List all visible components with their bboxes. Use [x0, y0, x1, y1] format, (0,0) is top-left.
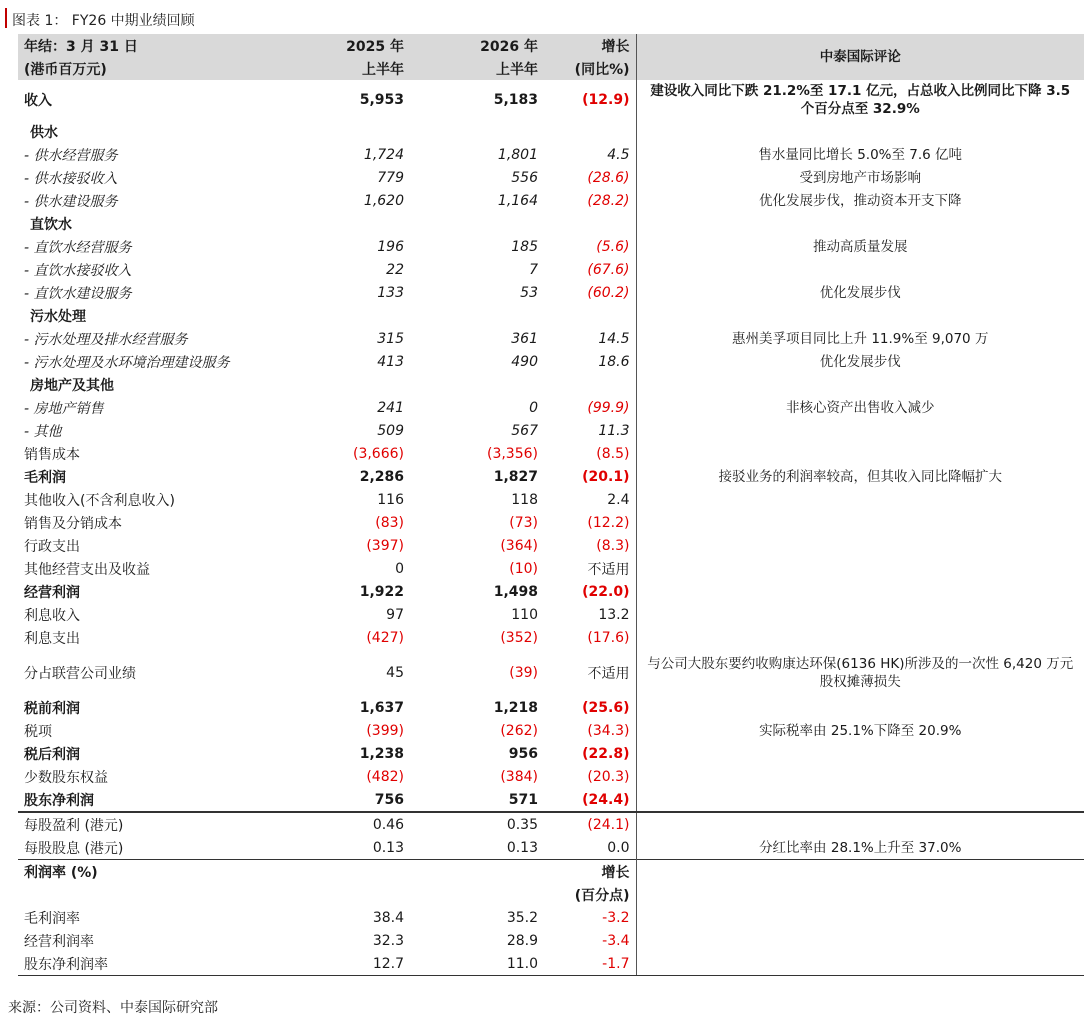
- margin-growth: -3.2: [602, 909, 630, 926]
- value-2025: 509: [377, 422, 404, 439]
- value-growth: (5.6): [596, 238, 630, 255]
- value-2025: 1,238: [359, 745, 404, 762]
- value-2026: 1,498: [493, 583, 538, 600]
- value-growth: (28.2): [587, 192, 630, 209]
- value-2026: 7: [529, 261, 538, 278]
- row-comment: [636, 557, 1084, 580]
- header-comment: 中泰国际评论: [636, 34, 1084, 80]
- value-2025: 1,724: [363, 146, 404, 163]
- row-label: - 房地产销售: [24, 400, 104, 417]
- value-2026: (10): [509, 560, 538, 577]
- value-growth: (12.9): [582, 92, 630, 108]
- value-growth: (25.6): [582, 699, 630, 716]
- value-2025: (83): [375, 514, 404, 531]
- value-2026: (384): [500, 768, 538, 785]
- value-2025: 0: [395, 560, 404, 577]
- section-row: [18, 373, 1084, 396]
- margin-row: [18, 952, 1084, 976]
- row-comment: 非核心资产出售收入减少: [636, 396, 1084, 419]
- value-growth: (8.5): [596, 445, 630, 462]
- table-row: [18, 534, 1084, 557]
- value-2026: (262): [500, 722, 538, 739]
- row-label: - 供水接驳收入: [24, 170, 118, 187]
- margin-label: 毛利润率: [24, 910, 80, 927]
- value-2026: 361: [511, 330, 538, 347]
- value-2026: (39): [509, 664, 538, 681]
- value-2025: 315: [377, 330, 404, 347]
- value-2026: 0.35: [506, 816, 538, 833]
- table-row: [18, 350, 1084, 373]
- value-2025: (399): [366, 722, 404, 739]
- value-2026: (364): [500, 537, 538, 554]
- table-row: [18, 580, 1084, 603]
- table-row: [18, 765, 1084, 788]
- value-2025: 779: [377, 169, 404, 186]
- value-growth: (24.4): [544, 788, 636, 812]
- table-row: [18, 327, 1084, 350]
- value-2025: 0.13: [372, 839, 404, 856]
- row-label: 其他收入(不含利息收入): [24, 492, 175, 509]
- table-row: [18, 419, 1084, 442]
- row-label: 分占联营公司业绩: [24, 665, 136, 682]
- row-label: 税后利润: [24, 746, 80, 763]
- row-comment: 与公司大股东要约收购康达环保(6136 HK)所涉及的一次性 6,420 万元股权摊薄损失: [636, 649, 1084, 696]
- table-row: [18, 442, 1084, 465]
- row-comment: [636, 696, 1084, 719]
- value-2026: 490: [511, 353, 538, 370]
- row-comment: [636, 442, 1084, 465]
- row-label: - 供水经营服务: [24, 147, 118, 164]
- row-label: 销售成本: [24, 446, 80, 463]
- margin-growth-unit: (百分点): [574, 887, 630, 904]
- row-label: 其他经营支出及收益: [24, 561, 150, 578]
- value-2026: 556: [511, 169, 538, 186]
- row-label: 行政支出: [24, 538, 80, 555]
- section-row: [18, 212, 1084, 235]
- value-2025: 756: [278, 788, 410, 812]
- caption-accent-bar: [5, 8, 7, 28]
- row-label: 收入: [24, 93, 52, 109]
- value-growth: (34.3): [587, 722, 630, 739]
- value-2026: 1,801: [497, 146, 538, 163]
- value-2026: (352): [500, 629, 538, 646]
- value-growth: (28.6): [587, 169, 630, 186]
- row-label: 经营利润: [24, 584, 80, 601]
- table-row: [18, 696, 1084, 719]
- value-growth: 18.6: [598, 353, 630, 370]
- value-2026: 567: [511, 422, 538, 439]
- row-comment: 受到房地产市场影响: [636, 166, 1084, 189]
- row-label: - 直饮水接驳收入: [24, 262, 132, 279]
- margin-2026: 35.2: [506, 909, 538, 926]
- value-2026: 0.13: [506, 839, 538, 856]
- value-2026: 1,827: [493, 468, 538, 485]
- value-growth: (24.1): [587, 816, 630, 833]
- row-comment: 售水量同比增长 5.0%至 7.6 亿吨: [636, 143, 1084, 166]
- table-row: [18, 603, 1084, 626]
- margin-header-row: [18, 860, 1084, 884]
- row-label: - 污水处理及排水经营服务: [24, 331, 188, 348]
- value-2025: 196: [377, 238, 404, 255]
- value-2026: 185: [511, 238, 538, 255]
- value-2025: 133: [377, 284, 404, 301]
- row-comment: [636, 603, 1084, 626]
- value-2025: 2,286: [359, 468, 404, 485]
- row-label: - 供水建设服务: [24, 193, 118, 210]
- table-row: [18, 626, 1084, 649]
- value-2025: 22: [386, 261, 404, 278]
- row-comment: 惠州美孚项目同比上升 11.9%至 9,070 万: [636, 327, 1084, 350]
- value-growth: 4.5: [607, 146, 630, 163]
- value-2025: 1,637: [359, 699, 404, 716]
- value-2025: 97: [386, 606, 404, 623]
- value-2026: (73): [509, 514, 538, 531]
- table-row: [18, 396, 1084, 419]
- value-growth: 0.0: [607, 839, 630, 856]
- table-row: [18, 788, 1084, 812]
- value-2026: 0: [529, 399, 538, 416]
- header-2026: 2026 年: [410, 34, 544, 57]
- table-row: [18, 488, 1084, 511]
- section-label: 供水: [30, 124, 58, 141]
- table-row: [18, 281, 1084, 304]
- row-comment: [636, 534, 1084, 557]
- value-growth: (20.3): [587, 768, 630, 785]
- table-row: [18, 80, 1084, 120]
- table-row: [18, 166, 1084, 189]
- row-comment: [636, 488, 1084, 511]
- row-label: - 污水处理及水环境治理建设服务: [24, 354, 230, 371]
- margin-2025: 38.4: [372, 909, 404, 926]
- value-growth: 不适用: [587, 665, 630, 682]
- header-2025: 2025 年: [278, 34, 410, 57]
- value-2025: 5,953: [359, 92, 404, 108]
- row-comment: [636, 765, 1084, 788]
- row-label: 税项: [24, 723, 52, 740]
- row-comment: [636, 258, 1084, 281]
- margin-growth: -1.7: [544, 952, 636, 976]
- table-row: [18, 557, 1084, 580]
- value-growth: 不适用: [587, 561, 630, 578]
- margin-growth: -3.4: [602, 932, 630, 949]
- table-row: [18, 235, 1084, 258]
- table-row: [18, 465, 1084, 488]
- row-label: 每股盈利 (港元): [24, 817, 124, 834]
- value-growth: (8.3): [596, 537, 630, 554]
- margin-label: 经营利润率: [24, 933, 94, 950]
- row-label: 毛利润: [24, 469, 66, 486]
- value-2025: 241: [377, 399, 404, 416]
- row-comment: 分红比率由 28.1%上升至 37.0%: [636, 836, 1084, 860]
- row-label: - 直饮水经营服务: [24, 239, 132, 256]
- value-growth: (99.9): [587, 399, 630, 416]
- value-2026: 110: [511, 606, 538, 623]
- row-comment: 优化发展步伐，推动资本开支下降: [636, 189, 1084, 212]
- value-2025: (482): [366, 768, 404, 785]
- value-growth: (22.0): [582, 583, 630, 600]
- value-2025: 45: [386, 664, 404, 681]
- value-2025: 116: [377, 491, 404, 508]
- row-comment: 实际税率由 25.1%下降至 20.9%: [636, 719, 1084, 742]
- figure-caption: 图表 1： FY26 中期业绩回顾: [12, 13, 195, 29]
- margin-2025: 12.7: [278, 952, 410, 976]
- header-2026-half: 上半年: [410, 57, 544, 80]
- header-growth: 增长: [544, 34, 636, 57]
- margin-2026: 11.0: [410, 952, 544, 976]
- table-row: [18, 258, 1084, 281]
- value-2025: (3,666): [352, 445, 404, 462]
- table-row: [18, 812, 1084, 836]
- value-growth: 11.3: [598, 422, 630, 439]
- table-row: [18, 189, 1084, 212]
- value-growth: (17.6): [587, 629, 630, 646]
- row-label: 每股股息 (港元): [24, 840, 124, 857]
- row-label: 利息支出: [24, 630, 80, 647]
- row-label: 股东净利润: [18, 788, 278, 812]
- value-growth: 14.5: [598, 330, 630, 347]
- source-note: 来源：公司资料、中泰国际研究部: [8, 1000, 218, 1016]
- margin-title: 利润率 (%): [18, 860, 278, 884]
- row-label: 利息收入: [24, 607, 80, 624]
- value-growth: 2.4: [607, 491, 630, 508]
- row-comment: [636, 812, 1084, 836]
- row-comment: 优化发展步伐: [636, 350, 1084, 373]
- value-2026: 5,183: [493, 92, 538, 108]
- header-fiscal-year: 年结：3 月 31 日: [18, 34, 278, 57]
- value-2026: 118: [511, 491, 538, 508]
- value-growth: (60.2): [587, 284, 630, 301]
- table-row: [18, 742, 1084, 765]
- value-2025: 1,922: [359, 583, 404, 600]
- row-comment: [636, 742, 1084, 765]
- value-2025: 0.46: [372, 816, 404, 833]
- section-row: [18, 120, 1084, 143]
- row-comment: 推动高质量发展: [636, 235, 1084, 258]
- value-2026: 956: [508, 745, 538, 762]
- value-2026: 1,218: [493, 699, 538, 716]
- margin-row: [18, 929, 1084, 952]
- margin-row: [18, 906, 1084, 929]
- value-2026: (3,356): [486, 445, 538, 462]
- row-comment: [636, 419, 1084, 442]
- row-comment: [636, 511, 1084, 534]
- row-comment: [636, 626, 1084, 649]
- row-comment: 建设收入同比下跌 21.2%至 17.1 亿元，占总收入比例同比下降 3.5 个百分点至 32.9%: [636, 80, 1084, 120]
- margin-2026: 28.9: [506, 932, 538, 949]
- table-row: [18, 511, 1084, 534]
- value-growth: (22.8): [582, 745, 630, 762]
- value-growth: 13.2: [598, 606, 630, 623]
- value-2026: 1,164: [497, 192, 538, 209]
- table-row: [18, 836, 1084, 860]
- margin-header-row-2: [18, 883, 1084, 906]
- value-growth: (12.2): [587, 514, 630, 531]
- value-2025: (427): [366, 629, 404, 646]
- row-label: - 直饮水建设服务: [24, 285, 132, 302]
- value-2026: 571: [410, 788, 544, 812]
- table-row: [18, 649, 1084, 696]
- row-label: 税前利润: [24, 700, 80, 717]
- header-growth-unit: (同比%): [544, 57, 636, 80]
- section-label: 污水处理: [30, 308, 86, 325]
- section-label: 直饮水: [30, 216, 72, 233]
- value-growth: (67.6): [587, 261, 630, 278]
- row-comment: [636, 788, 1084, 812]
- financial-results-table: [18, 34, 1084, 976]
- row-comment: 接驳业务的利润率较高，但其收入同比降幅扩大: [636, 465, 1084, 488]
- value-2025: (397): [366, 537, 404, 554]
- row-label: - 其他: [24, 423, 62, 440]
- header-unit: (港币百万元): [18, 57, 278, 80]
- header-row-1: [18, 34, 1084, 57]
- value-2025: 1,620: [363, 192, 404, 209]
- value-growth: (20.1): [582, 468, 630, 485]
- row-comment: [636, 580, 1084, 603]
- section-row: [18, 304, 1084, 327]
- value-2026: 53: [520, 284, 538, 301]
- row-label: 销售及分销成本: [24, 515, 122, 532]
- section-label: 房地产及其他: [30, 377, 114, 394]
- table-row: [18, 143, 1084, 166]
- header-2025-half: 上半年: [278, 57, 410, 80]
- margin-label: 股东净利润率: [18, 952, 278, 976]
- table-row: [18, 719, 1084, 742]
- margin-2025: 32.3: [372, 932, 404, 949]
- margin-growth-header: 增长: [544, 860, 636, 884]
- row-label: 少数股东权益: [24, 769, 108, 786]
- row-comment: 优化发展步伐: [636, 281, 1084, 304]
- value-2025: 413: [377, 353, 404, 370]
